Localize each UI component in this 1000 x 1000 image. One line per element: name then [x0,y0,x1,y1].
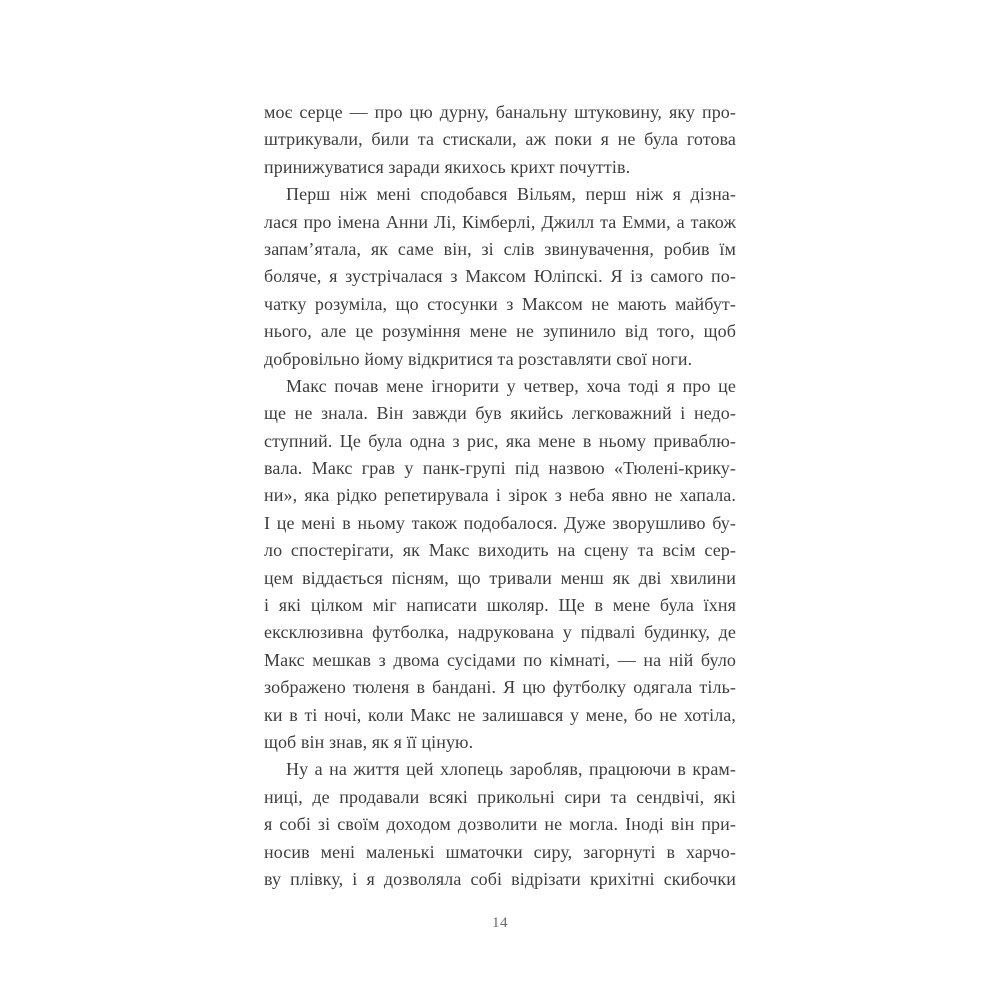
text-line: носив мені маленькі шматочки сиру, загорнуті в харчо- [264,841,736,862]
text-line: зображено тюленя в бандані. Я цю футболку одягала тіль- [264,677,736,698]
paragraph [264,181,736,373]
page-text-block [264,99,736,893]
paragraph [264,373,736,756]
text-line: я собі зі своїм доходом дозволити не могла. Іноді він при- [264,814,736,835]
text-line: цем віддається пісням, що тривали менш як дві хвилини [264,567,736,588]
text-line: Макс мешкав з двома сусідами по кімнаті, — на ній було [264,649,736,670]
text-line: нього, але це розуміння мене не зупинило від того, щоб [264,321,736,342]
text-line: ниці, де продавали всякі прикольні сири та сендвічі, які [264,786,736,807]
text-line: ло спостерігати, як Макс виходить на сцену та всім сер- [264,540,736,561]
text-line: Макс почав мене ігнорити у четвер, хоча тоді я про це [286,375,736,396]
text-line: ву плівку, і я дозволяла собі відрізати крихітні скибочки [264,868,736,889]
text-line: запам’ятала, як саме він, зі слів звинувачення, робив їм [264,238,736,259]
page-number: 14 [492,915,508,931]
text-line: І це мені в ньому також подобалося. Дуже зворушливо бу- [264,512,736,533]
text-line: Ну а на життя цей хлопець заробляв, працюючи в крам- [286,759,736,780]
text-line: моє серце — про цю дурну, банальну штуковину, яку про- [264,102,736,122]
text-line: ексклюзивна футболка, надрукована у підвалі будинку, де [264,622,736,643]
text-line: щоб він знав, як я її ціную. [264,731,474,752]
text-line: штрикували, били та стискали, аж поки я не була готова [264,129,736,150]
text-line: принижуватися заради якихось крихт почуттів. [264,156,631,177]
text-line: Перш ніж мені сподобався Вільям, перш ніж я дізна- [286,184,736,205]
text-line: і які цілком міг написати школяр. Ще в мене була їхня [264,595,736,616]
paragraph [264,756,736,893]
text-line: боляче, я зустрічалася з Максом Юліпскі. Я із самого по- [264,266,736,287]
text-line: ще не знала. Він завжди був якийсь легковажний і недо- [264,403,736,424]
text-line: ступний. Це була одна з рис, яка мене в ньому приваблю- [264,430,736,451]
text-line: лася про імена Анни Лі, Кімберлі, Джилл та Емми, а також [264,211,736,232]
text-line: чатку розуміла, що стосунки з Максом не мають майбут- [264,293,736,314]
text-line: ки в ті ночі, коли Макс не залишався у мене, бо не хотіла, [264,704,736,725]
text-line: ни», яка рідко репетирувала і зірок з неба явно не хапала. [264,485,736,506]
paragraph [264,99,736,181]
text-line: добровільно йому відкритися та розставляти свої ноги. [264,348,693,369]
text-line: вала. Макс грав у панк-групі під назвою «Тюлені-крику- [264,458,736,479]
